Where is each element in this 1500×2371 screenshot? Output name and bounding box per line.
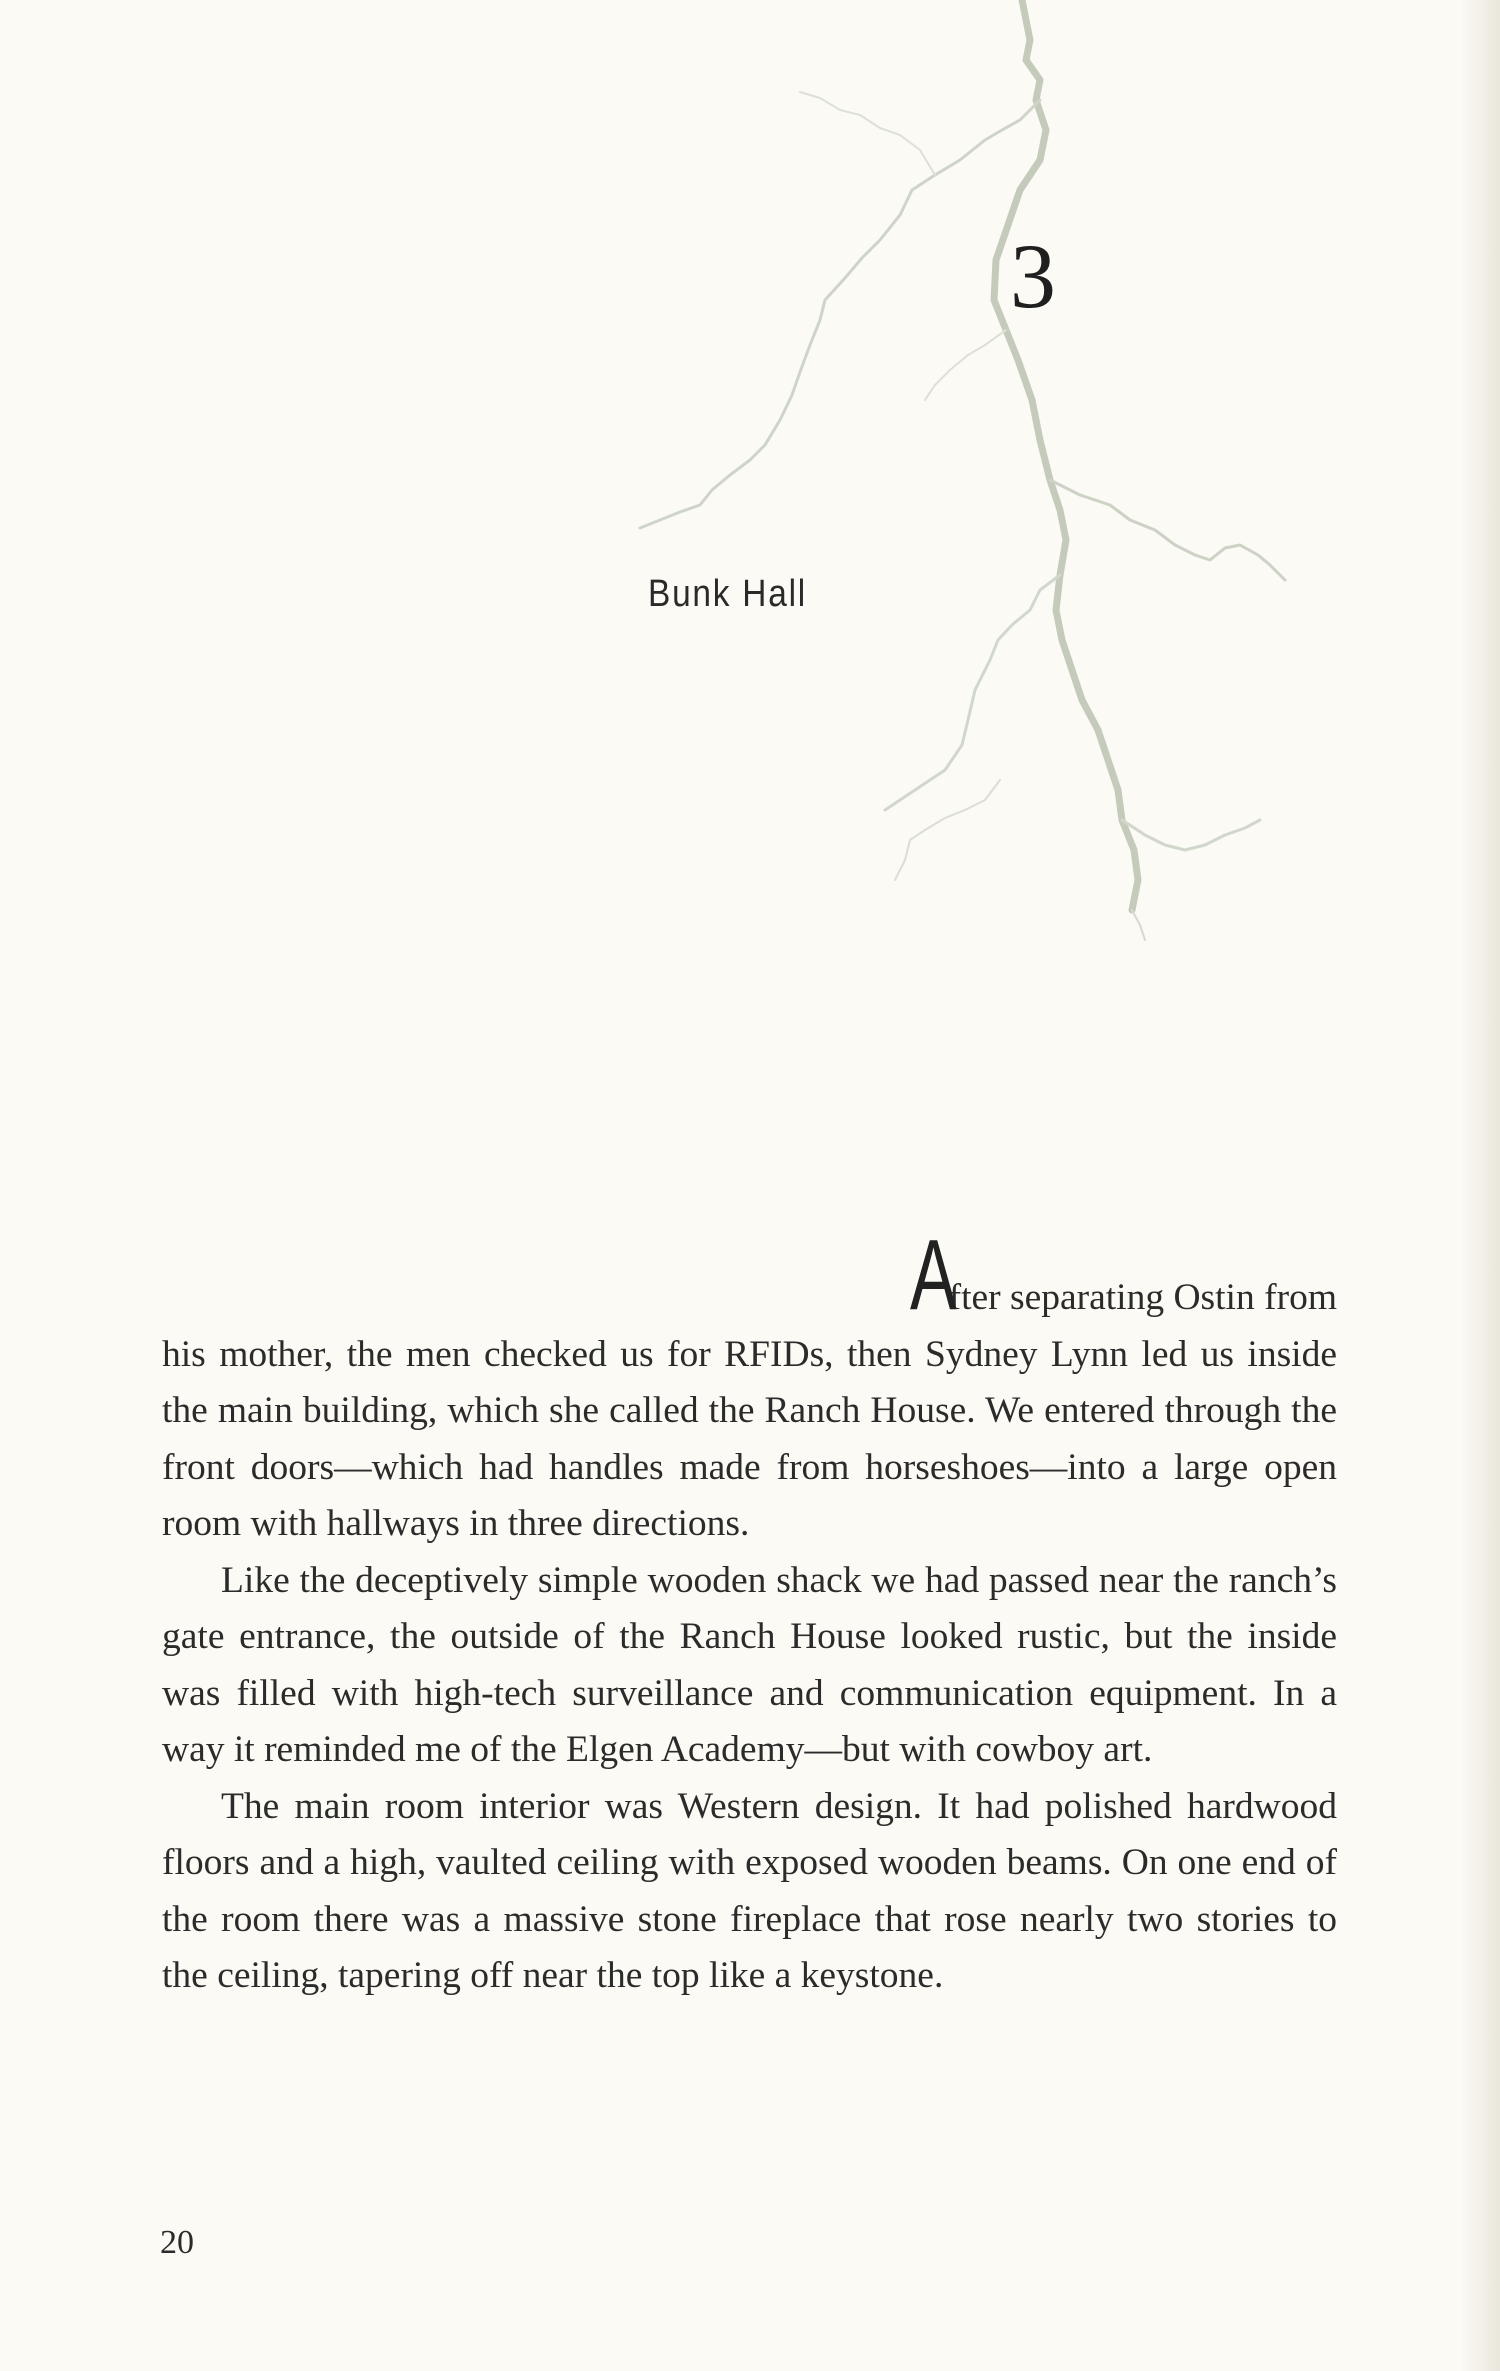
lightning-lower-branch — [895, 780, 1000, 880]
lightning-lower-right-branch — [1122, 820, 1260, 850]
paragraph-1-first-line-text: fter separating Ostin from — [948, 1277, 1337, 1318]
chapter-title: Bunk Hall — [648, 573, 807, 615]
lightning-bolt-illustration — [0, 0, 1500, 1000]
paragraph-3: The main room interior was Western design. It had polished hardwood floors and a high, vaulted ceiling with exposed wooden beams. On one end of the room there was a massive stone fireplace that rose nearly two stories to the ceiling, tapering off near the top like a keystone. — [162, 1785, 1337, 1996]
chapter-body-text — [162, 1219, 1337, 2005]
lightning-faint-branch-1 — [800, 92, 935, 175]
paragraph-1 — [162, 1219, 1337, 1553]
lightning-middle-branch — [885, 575, 1060, 810]
paragraph-2: Like the deceptively simple wooden shack we had passed near the ranch’s gate entrance, the outside of the Ranch House looked rustic, but the inside was filled with high-tech surveillance and communication equipment. In a way it reminded me of the Elgen Academy—but with cowboy art. — [162, 1559, 1337, 1770]
lightning-left-branch — [640, 100, 1040, 528]
paragraph-1-text: his mother, the men checked us for RFIDs, then Sydney Lynn led us inside the main building, which she called the Ranch House. We entered through the front doors—which had handles made from horseshoes—into a large open room with hallways in three directions. — [162, 1333, 1337, 1544]
page-number: 20 — [160, 2224, 194, 2261]
paragraph-1-first-line: After separating Ostin from — [909, 1219, 1337, 1331]
lightning-main-trunk — [994, 0, 1138, 910]
lightning-right-branch — [1050, 480, 1285, 580]
chapter-number: 3 — [1010, 225, 1056, 327]
lightning-bottom-tip — [1132, 910, 1145, 940]
lightning-faint-branch-2 — [925, 330, 1006, 400]
